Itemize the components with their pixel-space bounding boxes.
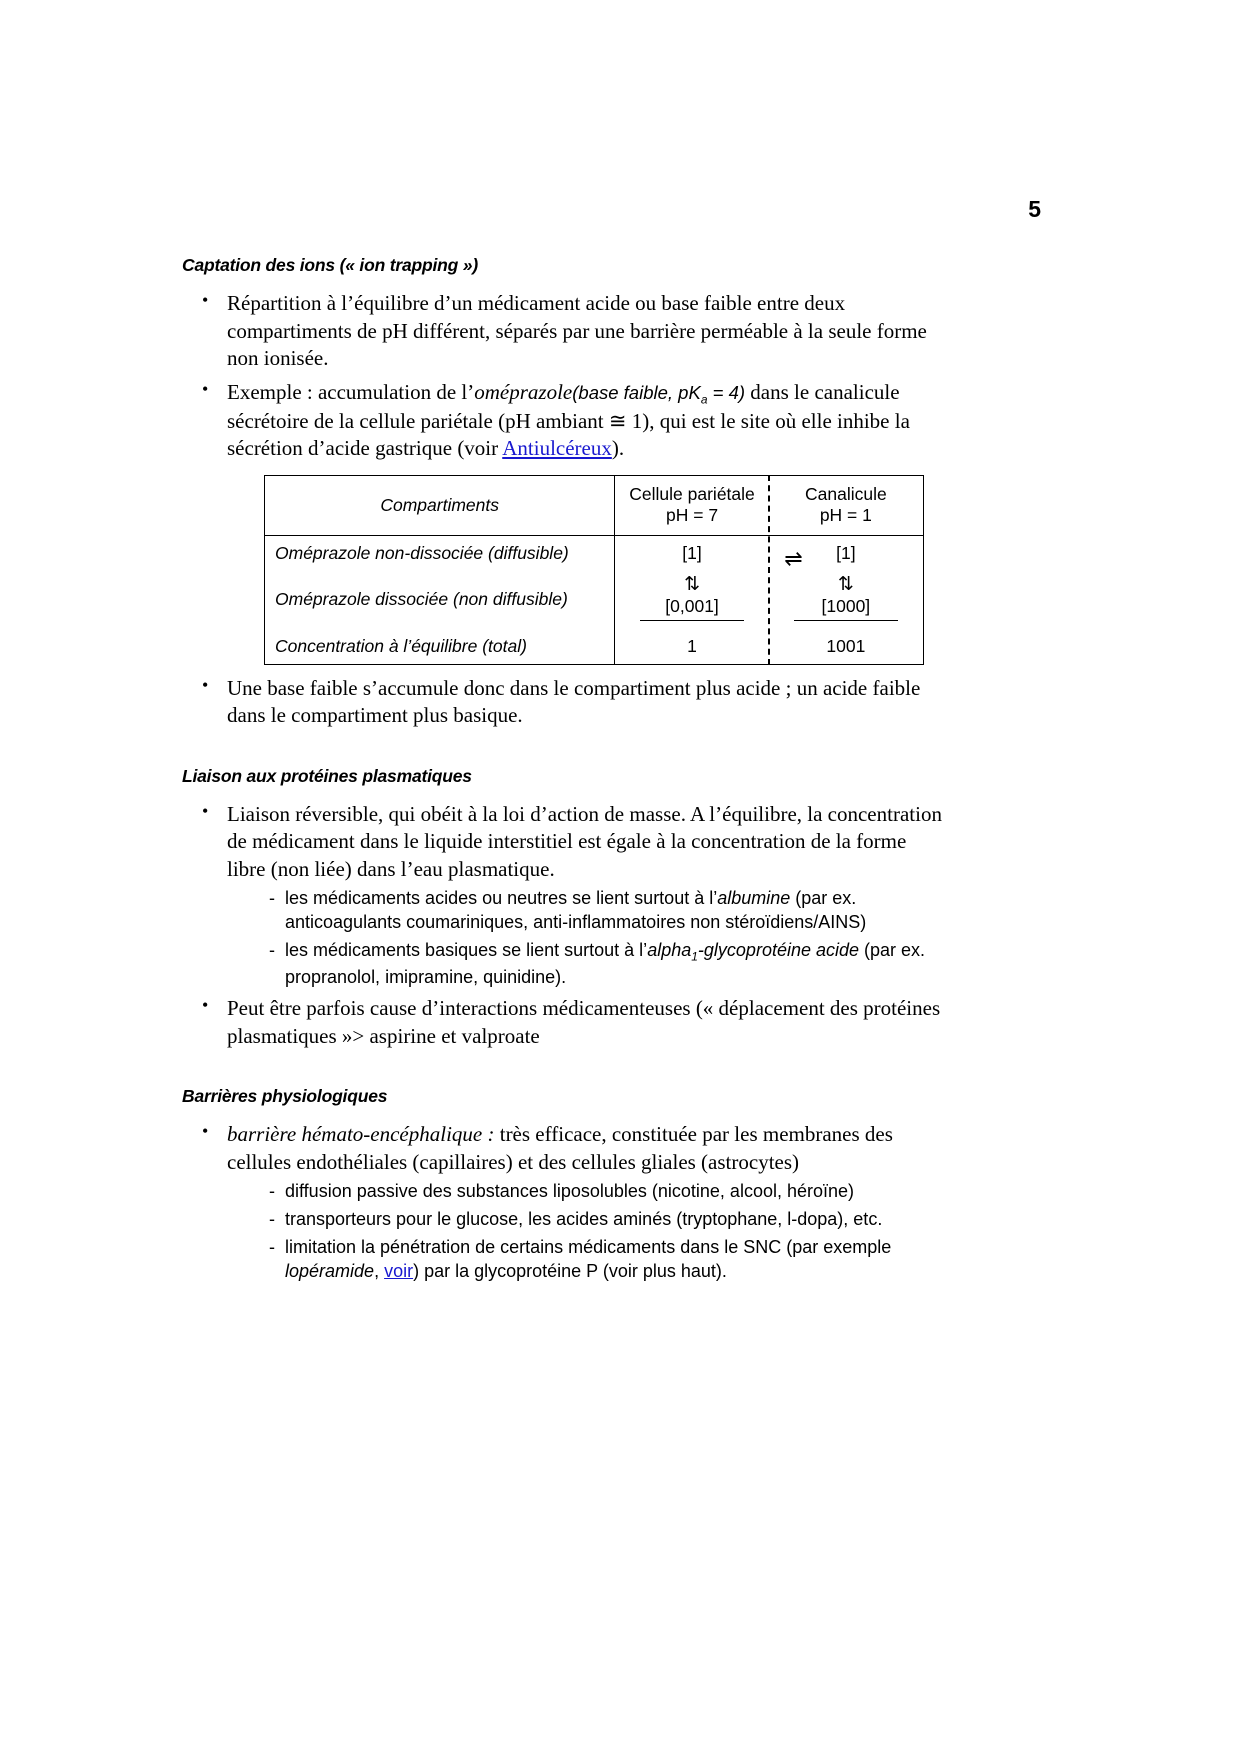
row-value-dissociee-col2 bbox=[769, 571, 924, 629]
bullet-text: très efficace, constituée par les membranes des cellules endothéliales (capillaires) et des cellules gliales (astrocytes) bbox=[227, 1122, 893, 1174]
bullet-list-section3 bbox=[182, 1121, 942, 1284]
page-number: 5 bbox=[1028, 196, 1041, 222]
value-text: [0,001] bbox=[665, 595, 719, 616]
pka-subscript: a bbox=[700, 392, 708, 407]
table-row-dissociee bbox=[265, 571, 924, 629]
row-value-total-col2: 1001 bbox=[826, 635, 866, 656]
sub-list-barriere bbox=[227, 1180, 942, 1284]
table-header-compartiments: Compartiments bbox=[265, 475, 615, 535]
sum-rule-col2 bbox=[794, 620, 898, 621]
emphasis-albumine: albumine bbox=[717, 888, 791, 909]
bullet-interactions-medicamenteuses bbox=[182, 995, 942, 1050]
table-row-non-dissociee bbox=[265, 535, 924, 571]
pka-text-2: = 4) bbox=[707, 381, 746, 403]
bullet-text-part2: dans le canalicule sécrétoire de la cellule pariétale (pH ambiant ≅ 1), qui est le site où elle inhibe la sécrétion d’acide gastrique (voir bbox=[227, 379, 910, 461]
table-header-cellule-parietale bbox=[615, 475, 769, 535]
emphasis-loperamide: lopéramide bbox=[285, 1261, 375, 1282]
bullet-liaison-reversible bbox=[182, 801, 942, 990]
sub-bullet-diffusion-passive: - diffusion passive des substances liposolubles (nicotine, alcool, héroïne) bbox=[227, 1180, 942, 1204]
pka-text-1: (base faible, pK bbox=[572, 381, 701, 403]
row-value-non-dissociee-col2: [1] bbox=[836, 542, 856, 563]
sub-bullet-medicaments-basiques bbox=[227, 939, 942, 989]
section-heading-barrieres-physiologiques: Barrières physiologiques bbox=[182, 1086, 388, 1107]
sub-text-mid: , bbox=[374, 1261, 385, 1282]
sub-list-liaison bbox=[227, 887, 942, 989]
bullet-list-section1 bbox=[182, 290, 942, 463]
link-voir[interactable]: voir bbox=[384, 1261, 414, 1282]
bullet-text: Répartition à l’équilibre d’un médicament acide ou base faible entre deux compartiments de pH différent, séparés par une barrière perméable à la seule forme non ionisée. bbox=[227, 291, 927, 370]
emphasis-omeprazole: oméprazole bbox=[474, 379, 573, 404]
table-header-row bbox=[265, 475, 924, 535]
sub-text-post: ) par la glycoprotéine P (voir plus haut). bbox=[413, 1261, 727, 1282]
membrane-diffusion-arrow-icon: ⇌ bbox=[784, 545, 803, 571]
equilibrium-arrow-col1-icon: ⇅ bbox=[684, 573, 700, 595]
ion-trapping-table-container bbox=[182, 475, 942, 665]
header-col2-line2: pH = 1 bbox=[819, 505, 872, 526]
glycoproteine-text: -glycoprotéine acide bbox=[697, 939, 860, 960]
bullet-exemple-omeprazole bbox=[182, 379, 942, 463]
sub-text-pre: les médicaments acides ou neutres se lient surtout à l’ bbox=[285, 888, 718, 909]
header-col1-line2: pH = 7 bbox=[666, 505, 719, 526]
bullet-text: Une base faible s’accumule donc dans le compartiment plus acide ; un acide faible dans le compartiment plus basique. bbox=[227, 675, 921, 728]
bullet-repartition-equilibre bbox=[182, 290, 942, 373]
table-header-canalicule bbox=[769, 475, 924, 535]
section-heading-captation-des-ions: Captation des ions (« ion trapping ») bbox=[182, 255, 478, 275]
bullet-base-faible-accumule bbox=[182, 675, 942, 730]
table-row-total bbox=[265, 629, 924, 665]
equilibrium-arrow-col2-icon: ⇅ bbox=[837, 573, 854, 595]
sub-text-post: (par ex. anticoagulants coumariniques, anti-inflammatoires non stéroïdiens/AINS) bbox=[285, 888, 867, 933]
emphasis-barriere-hemato: barrière hémato-encéphalique : bbox=[227, 1122, 495, 1147]
sub-bullet-transporteurs: - transporteurs pour le glucose, les acides aminés (tryptophane, l-dopa), etc. bbox=[227, 1208, 942, 1232]
bullet-barriere-hemato-encephalique bbox=[182, 1121, 942, 1284]
value-text: [1] bbox=[682, 542, 702, 563]
emphasis-alpha1-glycoproteine bbox=[647, 939, 860, 964]
ion-trapping-table bbox=[264, 475, 924, 665]
alpha-subscript: 1 bbox=[691, 949, 698, 964]
sum-rule-col1 bbox=[640, 620, 744, 621]
alpha-text: alpha bbox=[647, 939, 692, 960]
bullet-text: Peut être parfois cause d’interactions médicamenteuses (« déplacement des protéines plasmatiques »> aspirine et valproate bbox=[227, 996, 941, 1048]
value-text: [1000] bbox=[821, 595, 871, 616]
row-label-non-dissociee: Oméprazole non-dissociée (diffusible) bbox=[265, 535, 615, 571]
sub-bullet-medicaments-acides bbox=[227, 887, 942, 935]
sub-text-pre: les médicaments basiques se lient surtout à l’ bbox=[285, 939, 648, 960]
document-content bbox=[182, 255, 942, 1290]
annotation-pka bbox=[572, 381, 746, 407]
header-col1-line1: Cellule pariétale bbox=[629, 483, 755, 504]
ion-trapping-table-wrap bbox=[264, 475, 942, 665]
row-value-non-dissociee-col1 bbox=[615, 535, 803, 571]
membrane-divider bbox=[768, 475, 770, 665]
sub-bullet-limitation-penetration bbox=[227, 1236, 942, 1284]
link-antiulcereux[interactable]: Antiulcéreux bbox=[502, 436, 612, 461]
bullet-list-section2 bbox=[182, 801, 942, 1051]
row-value-total-col1: 1 bbox=[687, 635, 697, 656]
row-label-total: Concentration à l’équilibre (total) bbox=[265, 629, 615, 665]
row-value-dissociee-col1 bbox=[615, 571, 769, 629]
sub-text-post: (par ex. propranolol, imipramine, quinidine). bbox=[285, 939, 926, 987]
bullet-text-part1: Exemple : accumulation de l’ bbox=[227, 379, 475, 404]
bullet-list-section1-end bbox=[182, 675, 942, 730]
header-col2-line1: Canalicule bbox=[804, 483, 887, 504]
section-heading-liaison-proteines: Liaison aux protéines plasmatiques bbox=[182, 765, 472, 786]
bullet-text: Liaison réversible, qui obéit à la loi d’action de masse. A l’équilibre, la concentration de médicament dans le liquide interstitiel est égale à la concentration de la forme libre (non liée) dans l’eau plasmatique. bbox=[227, 801, 942, 881]
row-label-dissociee: Oméprazole dissociée (non diffusible) bbox=[265, 571, 615, 629]
bullet-text-part3: ). bbox=[611, 436, 625, 461]
sub-text-pre: limitation la pénétration de certains médicaments dans le SNC (par exemple bbox=[285, 1237, 892, 1258]
